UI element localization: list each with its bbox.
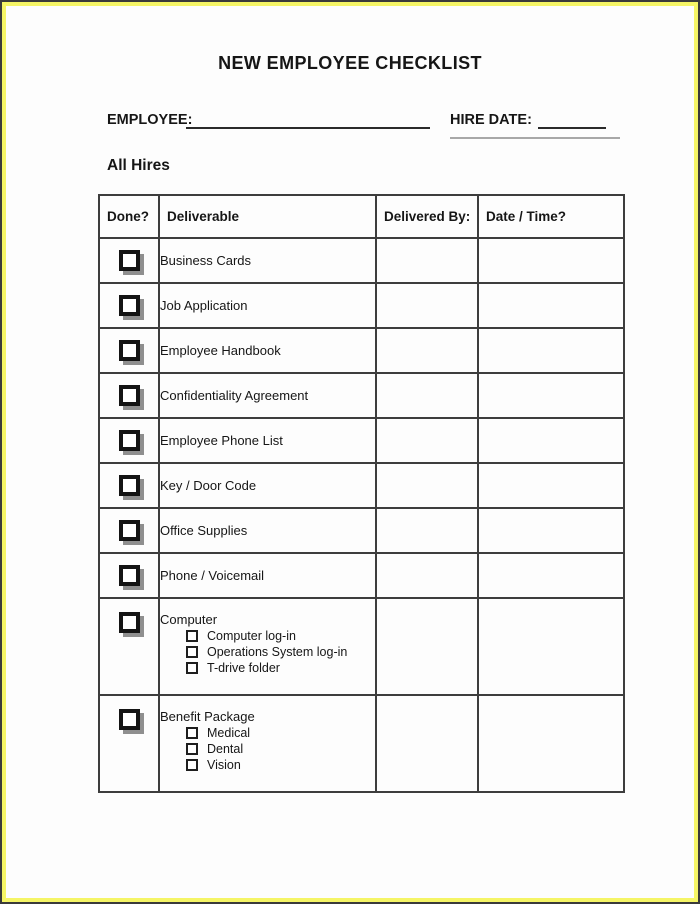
delivered-by-cell [376, 695, 478, 792]
date-time-cell [478, 328, 624, 373]
deliverable-label: Benefit Package [160, 709, 255, 724]
table-row [99, 373, 624, 418]
done-cell [99, 463, 159, 508]
deliverable-cell [159, 418, 376, 463]
table-row [99, 283, 624, 328]
table-row [99, 508, 624, 553]
deliverable-label: Computer [160, 612, 218, 627]
deliverable-label: Employee Phone List [160, 432, 283, 448]
sub-checklist-item [186, 725, 375, 741]
table-row [99, 695, 624, 792]
deliverable-label: Key / Door Code [160, 477, 257, 493]
sub-item-label: Operations System log-in [207, 645, 348, 659]
done-checkbox-icon[interactable] [119, 340, 140, 361]
sub-checkbox-icon[interactable] [186, 662, 198, 674]
hire-date-blank-line [538, 127, 606, 129]
delivered-by-cell [376, 238, 478, 283]
date-time-cell [478, 283, 624, 328]
sub-item-label: T-drive folder [207, 661, 280, 675]
delivered-by-cell [376, 373, 478, 418]
employee-blank-line [186, 127, 430, 129]
done-checkbox-icon[interactable] [119, 709, 140, 730]
deliverable-cell [159, 463, 376, 508]
table-row [99, 553, 624, 598]
date-time-cell [478, 463, 624, 508]
hire-date-label: HIRE DATE: [450, 112, 532, 128]
done-cell [99, 695, 159, 792]
sub-item-label: Vision [207, 758, 241, 772]
deliverable-cell [159, 598, 376, 695]
sub-checklist-item [186, 741, 375, 757]
hire-date-underline-secondary [450, 137, 620, 139]
deliverable-label: Employee Handbook [160, 342, 281, 358]
deliverable-cell [159, 373, 376, 418]
date-time-cell [478, 508, 624, 553]
employee-label: EMPLOYEE: [107, 112, 193, 128]
column-header-date-time: Date / Time? [478, 195, 624, 238]
done-cell [99, 373, 159, 418]
deliverable-label: Office Supplies [160, 522, 248, 538]
deliverable-label: Confidentiality Agreement [160, 387, 309, 403]
sub-checkbox-icon[interactable] [186, 759, 198, 771]
deliverable-label: Business Cards [160, 252, 252, 268]
checklist-table-body [99, 238, 624, 792]
done-checkbox-icon[interactable] [119, 565, 140, 586]
date-time-cell [478, 598, 624, 695]
delivered-by-cell [376, 328, 478, 373]
delivered-by-cell [376, 598, 478, 695]
deliverable-label: Job Application [160, 297, 248, 313]
deliverable-cell [159, 283, 376, 328]
table-row [99, 418, 624, 463]
done-checkbox-icon[interactable] [119, 612, 140, 633]
sub-item-list [160, 628, 375, 676]
deliverable-cell [159, 328, 376, 373]
sub-checklist-item [186, 660, 375, 676]
table-row [99, 463, 624, 508]
done-cell [99, 508, 159, 553]
sub-checkbox-icon[interactable] [186, 727, 198, 739]
column-header-done: Done? [99, 195, 159, 238]
column-header-deliverable: Deliverable [159, 195, 376, 238]
done-cell [99, 553, 159, 598]
sub-item-label: Dental [207, 742, 244, 756]
page-title: NEW EMPLOYEE CHECKLIST [218, 53, 482, 73]
date-time-cell [478, 553, 624, 598]
sub-checklist-item [186, 628, 375, 644]
date-time-cell [478, 238, 624, 283]
done-cell [99, 418, 159, 463]
deliverable-cell [159, 508, 376, 553]
done-cell [99, 238, 159, 283]
done-checkbox-icon[interactable] [119, 250, 140, 271]
deliverable-cell [159, 553, 376, 598]
section-heading: All Hires [107, 157, 170, 174]
deliverable-label: Phone / Voicemail [160, 567, 265, 583]
sub-item-label: Computer log-in [207, 629, 296, 643]
done-checkbox-icon[interactable] [119, 520, 140, 541]
done-checkbox-icon[interactable] [119, 295, 140, 316]
deliverable-cell [159, 695, 376, 792]
done-cell [99, 598, 159, 695]
table-row [99, 598, 624, 695]
sub-checkbox-icon[interactable] [186, 646, 198, 658]
deliverable-cell [159, 238, 376, 283]
sub-checklist-item [186, 644, 375, 660]
delivered-by-cell [376, 508, 478, 553]
date-time-cell [478, 418, 624, 463]
done-cell [99, 328, 159, 373]
delivered-by-cell [376, 283, 478, 328]
table-header-row [99, 195, 624, 238]
checklist-table [98, 194, 625, 793]
column-header-delivered-by: Delivered By: [376, 195, 478, 238]
delivered-by-cell [376, 418, 478, 463]
table-row [99, 238, 624, 283]
delivered-by-cell [376, 553, 478, 598]
done-checkbox-icon[interactable] [119, 475, 140, 496]
date-time-cell [478, 695, 624, 792]
done-cell [99, 283, 159, 328]
sub-checkbox-icon[interactable] [186, 630, 198, 642]
sub-item-label: Medical [207, 726, 251, 740]
sub-item-list [160, 725, 375, 773]
done-checkbox-icon[interactable] [119, 430, 140, 451]
date-time-cell [478, 373, 624, 418]
sub-checkbox-icon[interactable] [186, 743, 198, 755]
table-row [99, 328, 624, 373]
delivered-by-cell [376, 463, 478, 508]
done-checkbox-icon[interactable] [119, 385, 140, 406]
sub-checklist-item [186, 757, 375, 773]
